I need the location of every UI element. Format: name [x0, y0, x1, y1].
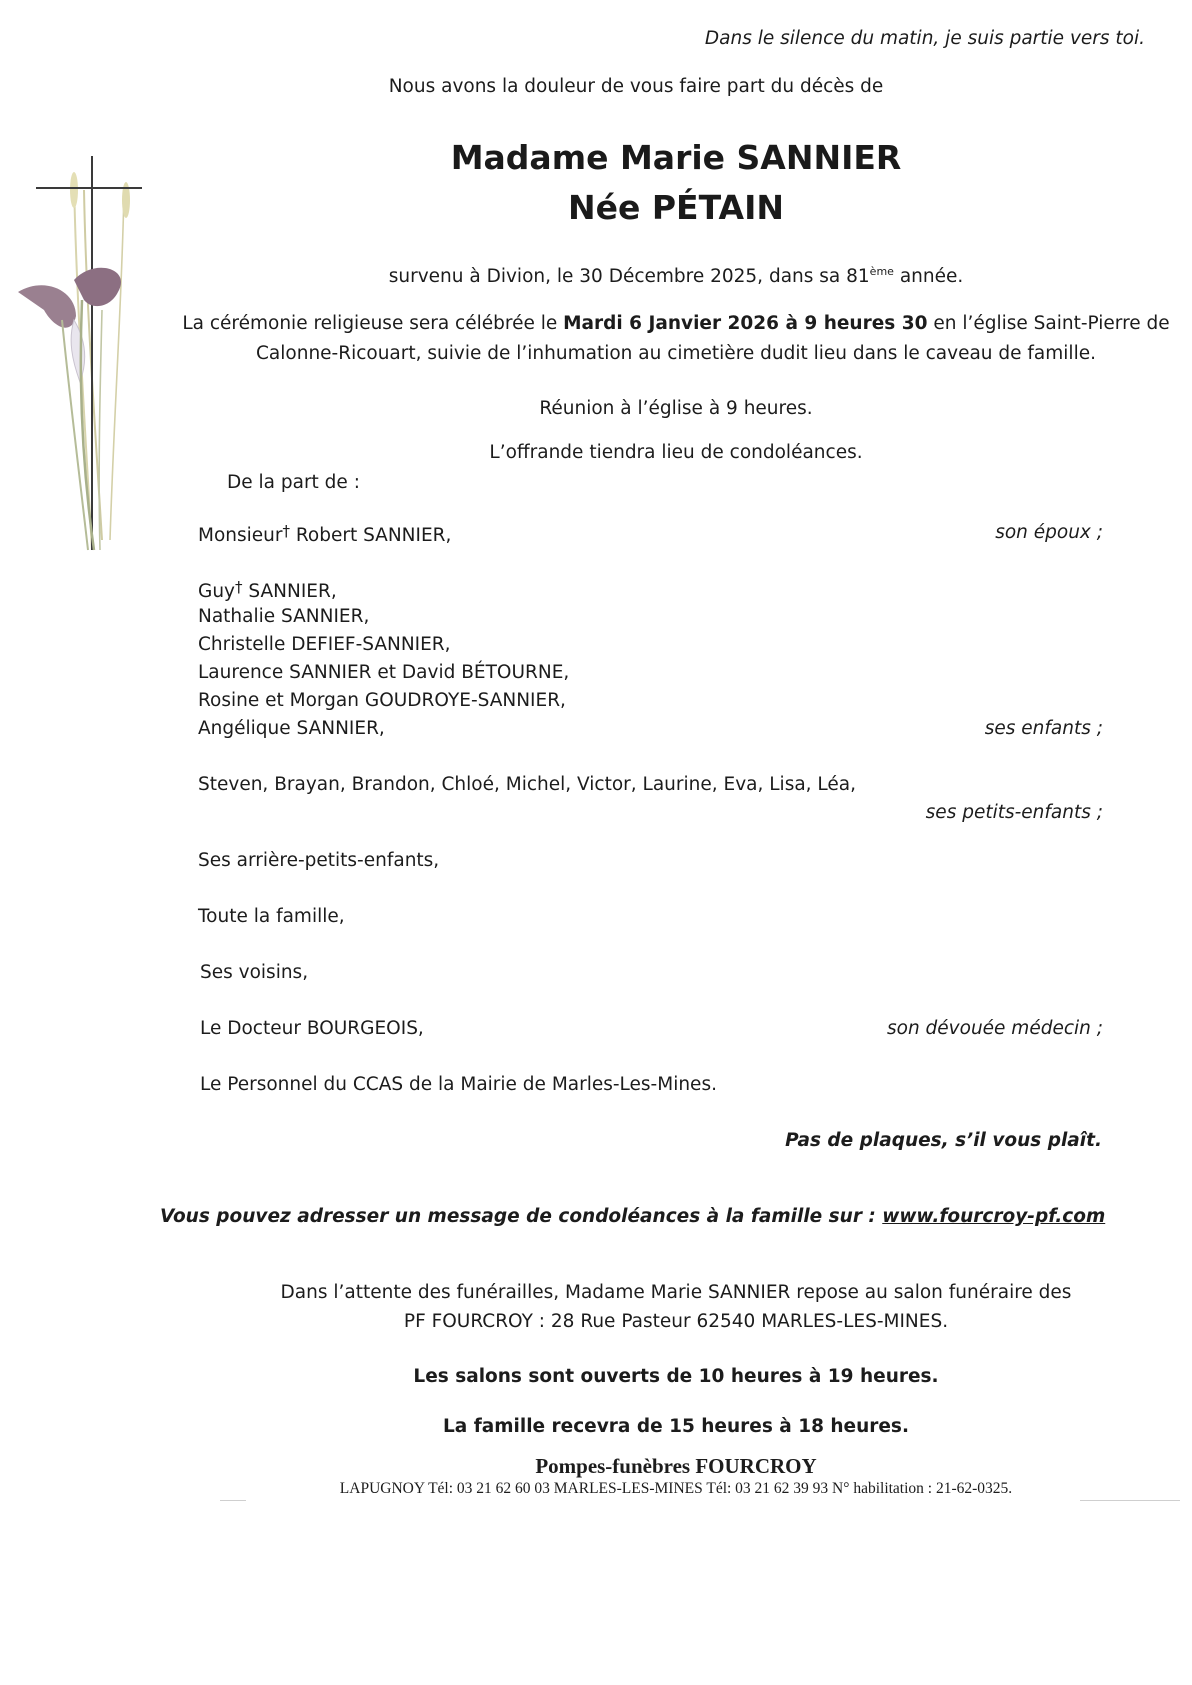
spouse-role: son époux ;	[995, 522, 1103, 543]
rest-line1: Dans l’attente des funérailles, Madame Marie SANNIER repose au salon funéraire des	[280, 1282, 1072, 1303]
grandchildren-line: Steven, Brayan, Brandon, Chloé, Michel, Victor, Laurine, Eva, Lisa, Léa,	[198, 774, 857, 795]
child-line-1	[198, 578, 337, 602]
maiden-name: Née PÉTAIN	[568, 188, 784, 227]
reunion-text: Réunion à l’église à 9 heures.	[539, 398, 813, 419]
ceremony-line2: Calonne-Ricouart, suivie de l’inhumation au cimetière dudit lieu dans le caveau de famille.	[256, 343, 1096, 364]
child-line: Christelle DEFIEF-SANNIER,	[198, 634, 451, 655]
dagger-mark: †	[282, 522, 290, 540]
deceased-name: Madame Marie SANNIER	[450, 138, 902, 177]
dagger-mark: †	[235, 578, 243, 596]
spouse-title: Monsieur	[198, 525, 283, 546]
death-prefix: survenu à Divion, le 30 Décembre 2025, dans sa 81	[388, 266, 870, 288]
child-line: Laurence SANNIER et David BÉTOURNE,	[198, 662, 570, 683]
footer-rule-right	[1080, 1500, 1180, 1501]
child-line: Nathalie SANNIER,	[198, 606, 370, 627]
grandchildren-role: ses petits-enfants ;	[925, 802, 1103, 823]
intro-text: Nous avons la douleur de vous faire part du décès de	[388, 76, 884, 97]
epigraph: Dans le silence du matin, je suis partie vers toi.	[704, 28, 1145, 49]
footer-contact: LAPUGNOY Tél: 03 21 62 60 03 MARLES-LES-MINES Tél: 03 21 62 39 93 N° habilitation : 21-62-0325.	[339, 1480, 1013, 1497]
doctor-role: son dévouée médecin ;	[886, 1018, 1103, 1039]
child1-first-name: Guy	[198, 581, 236, 602]
child1-surname: SANNIER,	[242, 581, 337, 602]
footer-company: Pompes-funèbres FOURCROY	[535, 1454, 817, 1478]
spouse-line	[198, 522, 451, 546]
condolences-line	[160, 1206, 1106, 1227]
doctor-line: Le Docteur BOURGEOIS,	[200, 1018, 424, 1039]
child-line: Rosine et Morgan GOUDROYE-SANNIER,	[198, 690, 566, 711]
condolences-text: Vous pouvez adresser un message de condoléances à la famille sur :	[160, 1206, 883, 1227]
ceremony-pre: La cérémonie religieuse sera célébrée le	[182, 313, 564, 334]
whole-family-line: Toute la famille,	[198, 906, 345, 927]
death-suffix: année.	[893, 266, 964, 288]
death-details	[80, 265, 1192, 287]
offering-text: L’offrande tiendra lieu de condoléances.	[489, 442, 863, 463]
ordinal-superscript: ème	[869, 265, 894, 278]
condolences-website-link[interactable]: www.fourcroy-pf.com	[882, 1206, 1106, 1227]
child-line: Angélique SANNIER,	[198, 718, 385, 739]
children-role: ses enfants ;	[984, 718, 1103, 739]
ceremony-date: Mardi 6 Janvier 2026 à 9 heures 30	[563, 313, 928, 334]
family-hours: La famille recevra de 15 heures à 18 heures.	[443, 1416, 909, 1437]
staff-line: Le Personnel du CCAS de la Mairie de Marles-Les-Mines.	[200, 1074, 717, 1095]
footer-rule-left	[220, 1500, 246, 1501]
no-plaques-note: Pas de plaques, s’il vous plaît.	[785, 1130, 1102, 1151]
ceremony-line1	[80, 313, 1192, 334]
spouse-name: Robert SANNIER,	[290, 525, 452, 546]
neighbours-line: Ses voisins,	[200, 962, 309, 983]
rest-line2: PF FOURCROY : 28 Rue Pasteur 62540 MARLES-LES-MINES.	[403, 1311, 949, 1332]
ceremony-post: en l’église Saint-Pierre de	[927, 313, 1170, 334]
from-label: De la part de :	[227, 472, 360, 493]
salon-hours: Les salons sont ouverts de 10 heures à 19 heures.	[413, 1366, 939, 1387]
great-grandchildren-line: Ses arrière-petits-enfants,	[198, 850, 440, 871]
